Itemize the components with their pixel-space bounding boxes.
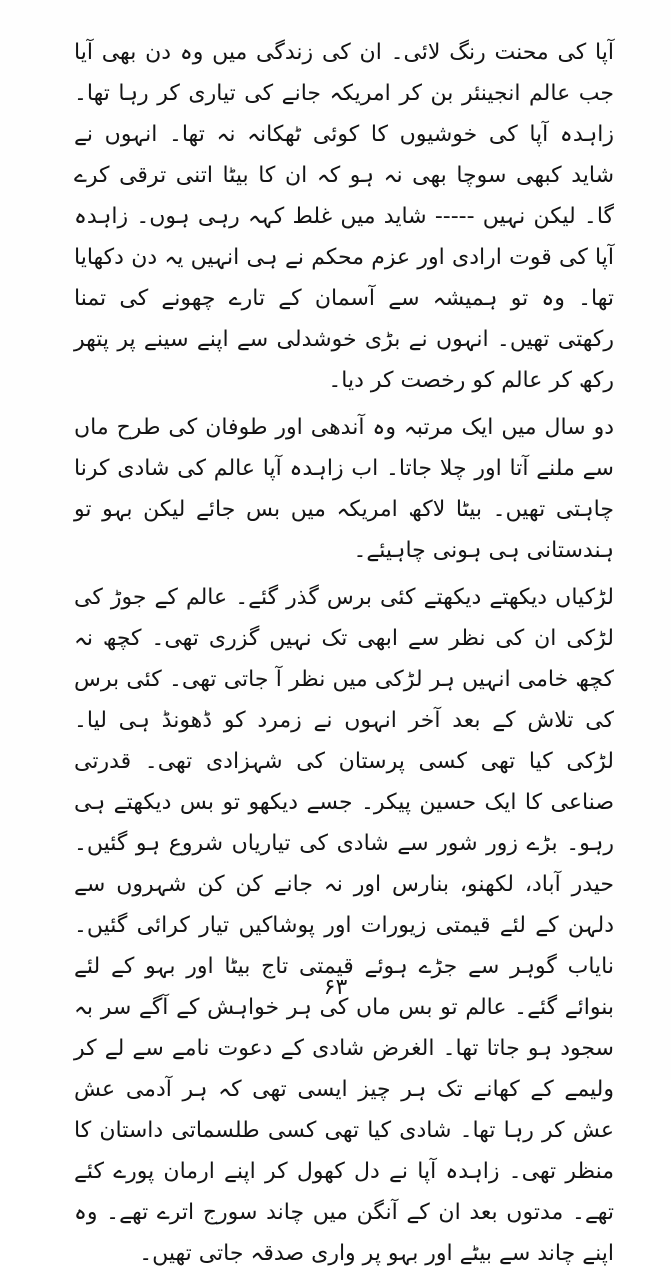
page-number: ۶۳ — [323, 975, 348, 1000]
paragraph-3: لڑکیاں دیکھتے دیکھتے کئی برس گذر گئے۔ عالم کے جوڑ کی لڑکی ان کی نظر سے ابھی تک نہیں گزری تھی۔ کچھ نہ کچھ خامی انہیں ہر لڑکی میں نظر آ جاتی تھی۔ کئی برس کی تلاش کے بعد آخر انہوں نے زمرد کو ڈھونڈ ہی لیا۔ لڑکی کیا تھی کسی پرستان کی شہزادی تھی۔ قدرتی صناعی کا ایک حسین پیکر۔ جسے دیکھو تو بس دیکھتے ہی رہو۔ بڑے زور شور سے شادی کی تیاریاں شروع ہو گئیں۔ حیدر آباد، لکھنو، بنارس اور نہ جانے کن کن شہروں سے دلہن کے لئے قیمتی زیورات اور پوشاکیں تیار کرائی گئیں۔ نایاب گوہر سے جڑے ہوئے قیمتی تاج بیٹا اور بہو کے لئے بنوائے گئے۔ عالم تو بس ماں کی ہر خواہش کے آگے سر بہ سجود ہو جاتا تھا۔ الغرض شادی کے دعوت نامے سے لے کر ولیمے کے کھانے تک ہر چیز ایسی تھی کہ ہر آدمی عش عش کر رہا تھا۔ شادی کیا تھی کسی طلسماتی داستان کا منظر تھی۔ زاہدہ آپا نے دل کھول کر اپنے ارمان پورے کئے تھے۔ مدتوں بعد ان کے آنگن میں چاند سورج اترے تھے۔ وہ اپنے چاند سے بیٹے اور بہو پر واری صدقہ جاتی تھیں۔ — [74, 585, 614, 1266]
paragraph-2: دو سال میں ایک مرتبہ وہ آندھی اور طوفان کی طرح ماں سے ملنے آتا اور چلا جاتا۔ اب زاہدہ آپا عالم کی شادی کرنا چاہتی تھیں۔ بیٹا لاکھ امریکہ میں بس جائے لیکن بہو تو ہندستانی ہی ہونی چاہیئے۔ — [74, 415, 614, 563]
body-text — [74, 32, 614, 1280]
paragraph-1: آپا کی محنت رنگ لائی۔ ان کی زندگی میں وہ دن بھی آیا جب عالم انجینئر بن کر امریکہ جانے کی تیاری کر رہا تھا۔ زاہدہ آپا کی خوشیوں کا کوئی ٹھکانہ نہ تھا۔ انہوں نے شاید کبھی سوچا بھی نہ ہو کہ ان کا بیٹا اتنی ترقی کرے گا۔ لیکن نہیں ----- شاید میں غلط کہہ رہی ہوں۔ زاہدہ آپا کی قوت ارادی اور عزم محکم نے ہی انہیں یہ دن دکھایا تھا۔ وہ تو ہمیشہ سے آسمان کے تارے چھونے کی تمنا رکھتی تھیں۔ انہوں نے بڑی خوشدلی سے اپنے سینے پر پتھر رکھ کر عالم کو رخصت کر دیا۔ — [74, 40, 614, 393]
